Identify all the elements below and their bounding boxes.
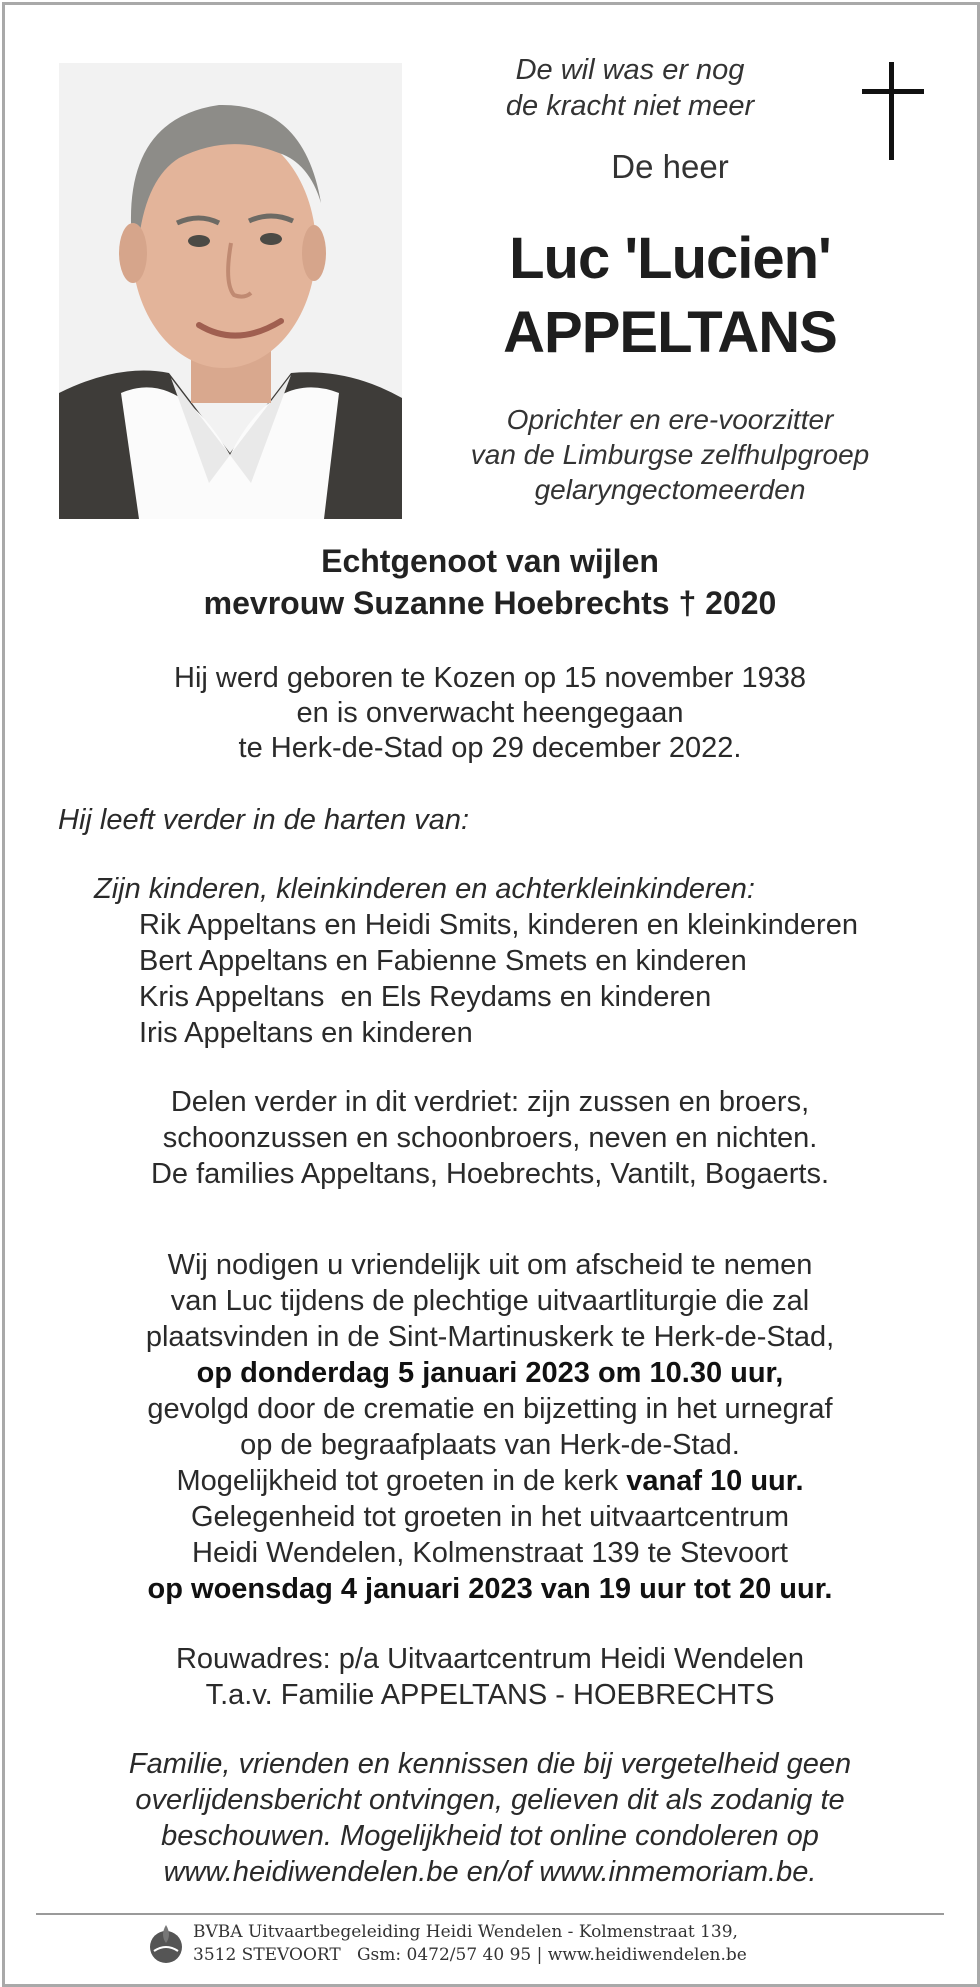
role-line: Oprichter en ere-voorzitter [506, 404, 834, 435]
funeral-invitation [40, 1247, 940, 1607]
footer-line: BVBA Uitvaartbegeleiding Heidi Wendelen - Kolmenstraat 139, [193, 1922, 738, 1942]
list-item: Iris Appeltans en kinderen [139, 1017, 473, 1049]
note-line: Familie, vrienden en kennissen die bij vergetelheid geen [128, 1748, 852, 1780]
invite-line: Wij nodigen u vriendelijk uit om afscheid te nemen [167, 1249, 813, 1281]
motto-line: De wil was er nog [515, 54, 745, 86]
list-item: Kris Appeltans en Els Reydams en kinderen [139, 981, 712, 1013]
invite-line: op de begraafplaats van Herk-de-Stad. [240, 1429, 740, 1461]
children-list [139, 907, 858, 1051]
cross-icon [862, 62, 924, 160]
survivors-intro: Hij leeft verder in de harten van: [58, 804, 470, 836]
invite-line: plaatsvinden in de Sint-Martinuskerk te Herk-de-Stad, [145, 1321, 835, 1353]
share-line: Delen verder in dit verdriet: zijn zussen en broers, [170, 1086, 810, 1118]
visitation-date: op woensdag 4 januari 2023 van 19 uur tot 20 uur. [147, 1573, 833, 1605]
address-line: T.a.v. Familie APPELTANS - HOEBRECHTS [205, 1679, 775, 1711]
spouse-line: mevrouw Suzanne Hoebrechts † 2020 [203, 585, 777, 621]
role-line: van de Limburgse zelfhulpgroep [470, 439, 870, 470]
shared-grief [40, 1084, 940, 1192]
birth-line: Hij werd geboren te Kozen op 15 november 1938 [174, 662, 806, 694]
motto [440, 52, 820, 124]
role-description [430, 402, 910, 507]
invite-line: van Luc tijdens de plechtige uitvaartliturgie die zal [170, 1285, 810, 1317]
list-item: Bert Appeltans en Fabienne Smets en kinderen [139, 945, 747, 977]
name-line-1: Luc 'Lucien' [509, 226, 831, 291]
footer-divider [36, 1913, 944, 1915]
name-line-2: APPELTANS [503, 300, 837, 365]
greeting-time: vanaf 10 uur. [626, 1465, 804, 1497]
address-line: Rouwadres: p/a Uitvaartcentrum Heidi Wendelen [175, 1643, 805, 1675]
share-line: schoonzussen en schoonbroers, neven en nichten. [162, 1122, 818, 1154]
role-line: gelaryngectomeerden [534, 474, 806, 505]
children-heading: Zijn kinderen, kleinkinderen en achterkleinkinderen: [94, 873, 755, 905]
note-line: overlijdensbericht ontvingen, gelieven dit als zodanig te [135, 1784, 845, 1816]
footer-line: 3512 STEVOORT Gsm: 0472/57 40 95 | www.heidiwendelen.be [193, 1945, 747, 1965]
birth-line: te Herk-de-Stad op 29 december 2022. [238, 732, 742, 764]
invite-line: gevolgd door de crematie en bijzetting in het urnegraf [147, 1393, 833, 1425]
funeral-home-logo-icon [148, 1921, 184, 1965]
invite-line: Heidi Wendelen, Kolmenstraat 139 te Stevoort [192, 1537, 788, 1569]
share-line: De families Appeltans, Hoebrechts, Vantilt, Bogaerts. [150, 1158, 830, 1190]
invite-line: Gelegenheid tot groeten in het uitvaartcentrum [190, 1501, 790, 1533]
spouse-info [40, 540, 940, 624]
funeral-date: op donderdag 5 januari 2023 om 10.30 uur, [196, 1357, 784, 1389]
invite-line: Mogelijkheid tot groeten in de kerk [176, 1465, 627, 1497]
condolence-note [90, 1746, 890, 1890]
motto-line: de kracht niet meer [505, 90, 755, 122]
note-line: www.heidiwendelen.be en/of www.inmemoriam.be. [163, 1856, 817, 1888]
salutation: De heer [611, 148, 729, 185]
deceased-name [420, 222, 920, 370]
funeral-home-footer [193, 1921, 747, 1967]
mourning-address [40, 1641, 940, 1713]
spouse-line: Echtgenoot van wijlen [321, 543, 659, 579]
note-line: beschouwen. Mogelijkheid tot online condoleren op [161, 1820, 819, 1852]
birth-death-info [40, 661, 940, 766]
portrait-photo [59, 63, 402, 519]
list-item: Rik Appeltans en Heidi Smits, kinderen en kleinkinderen [139, 909, 858, 941]
birth-line: en is onverwacht heengegaan [296, 697, 684, 729]
